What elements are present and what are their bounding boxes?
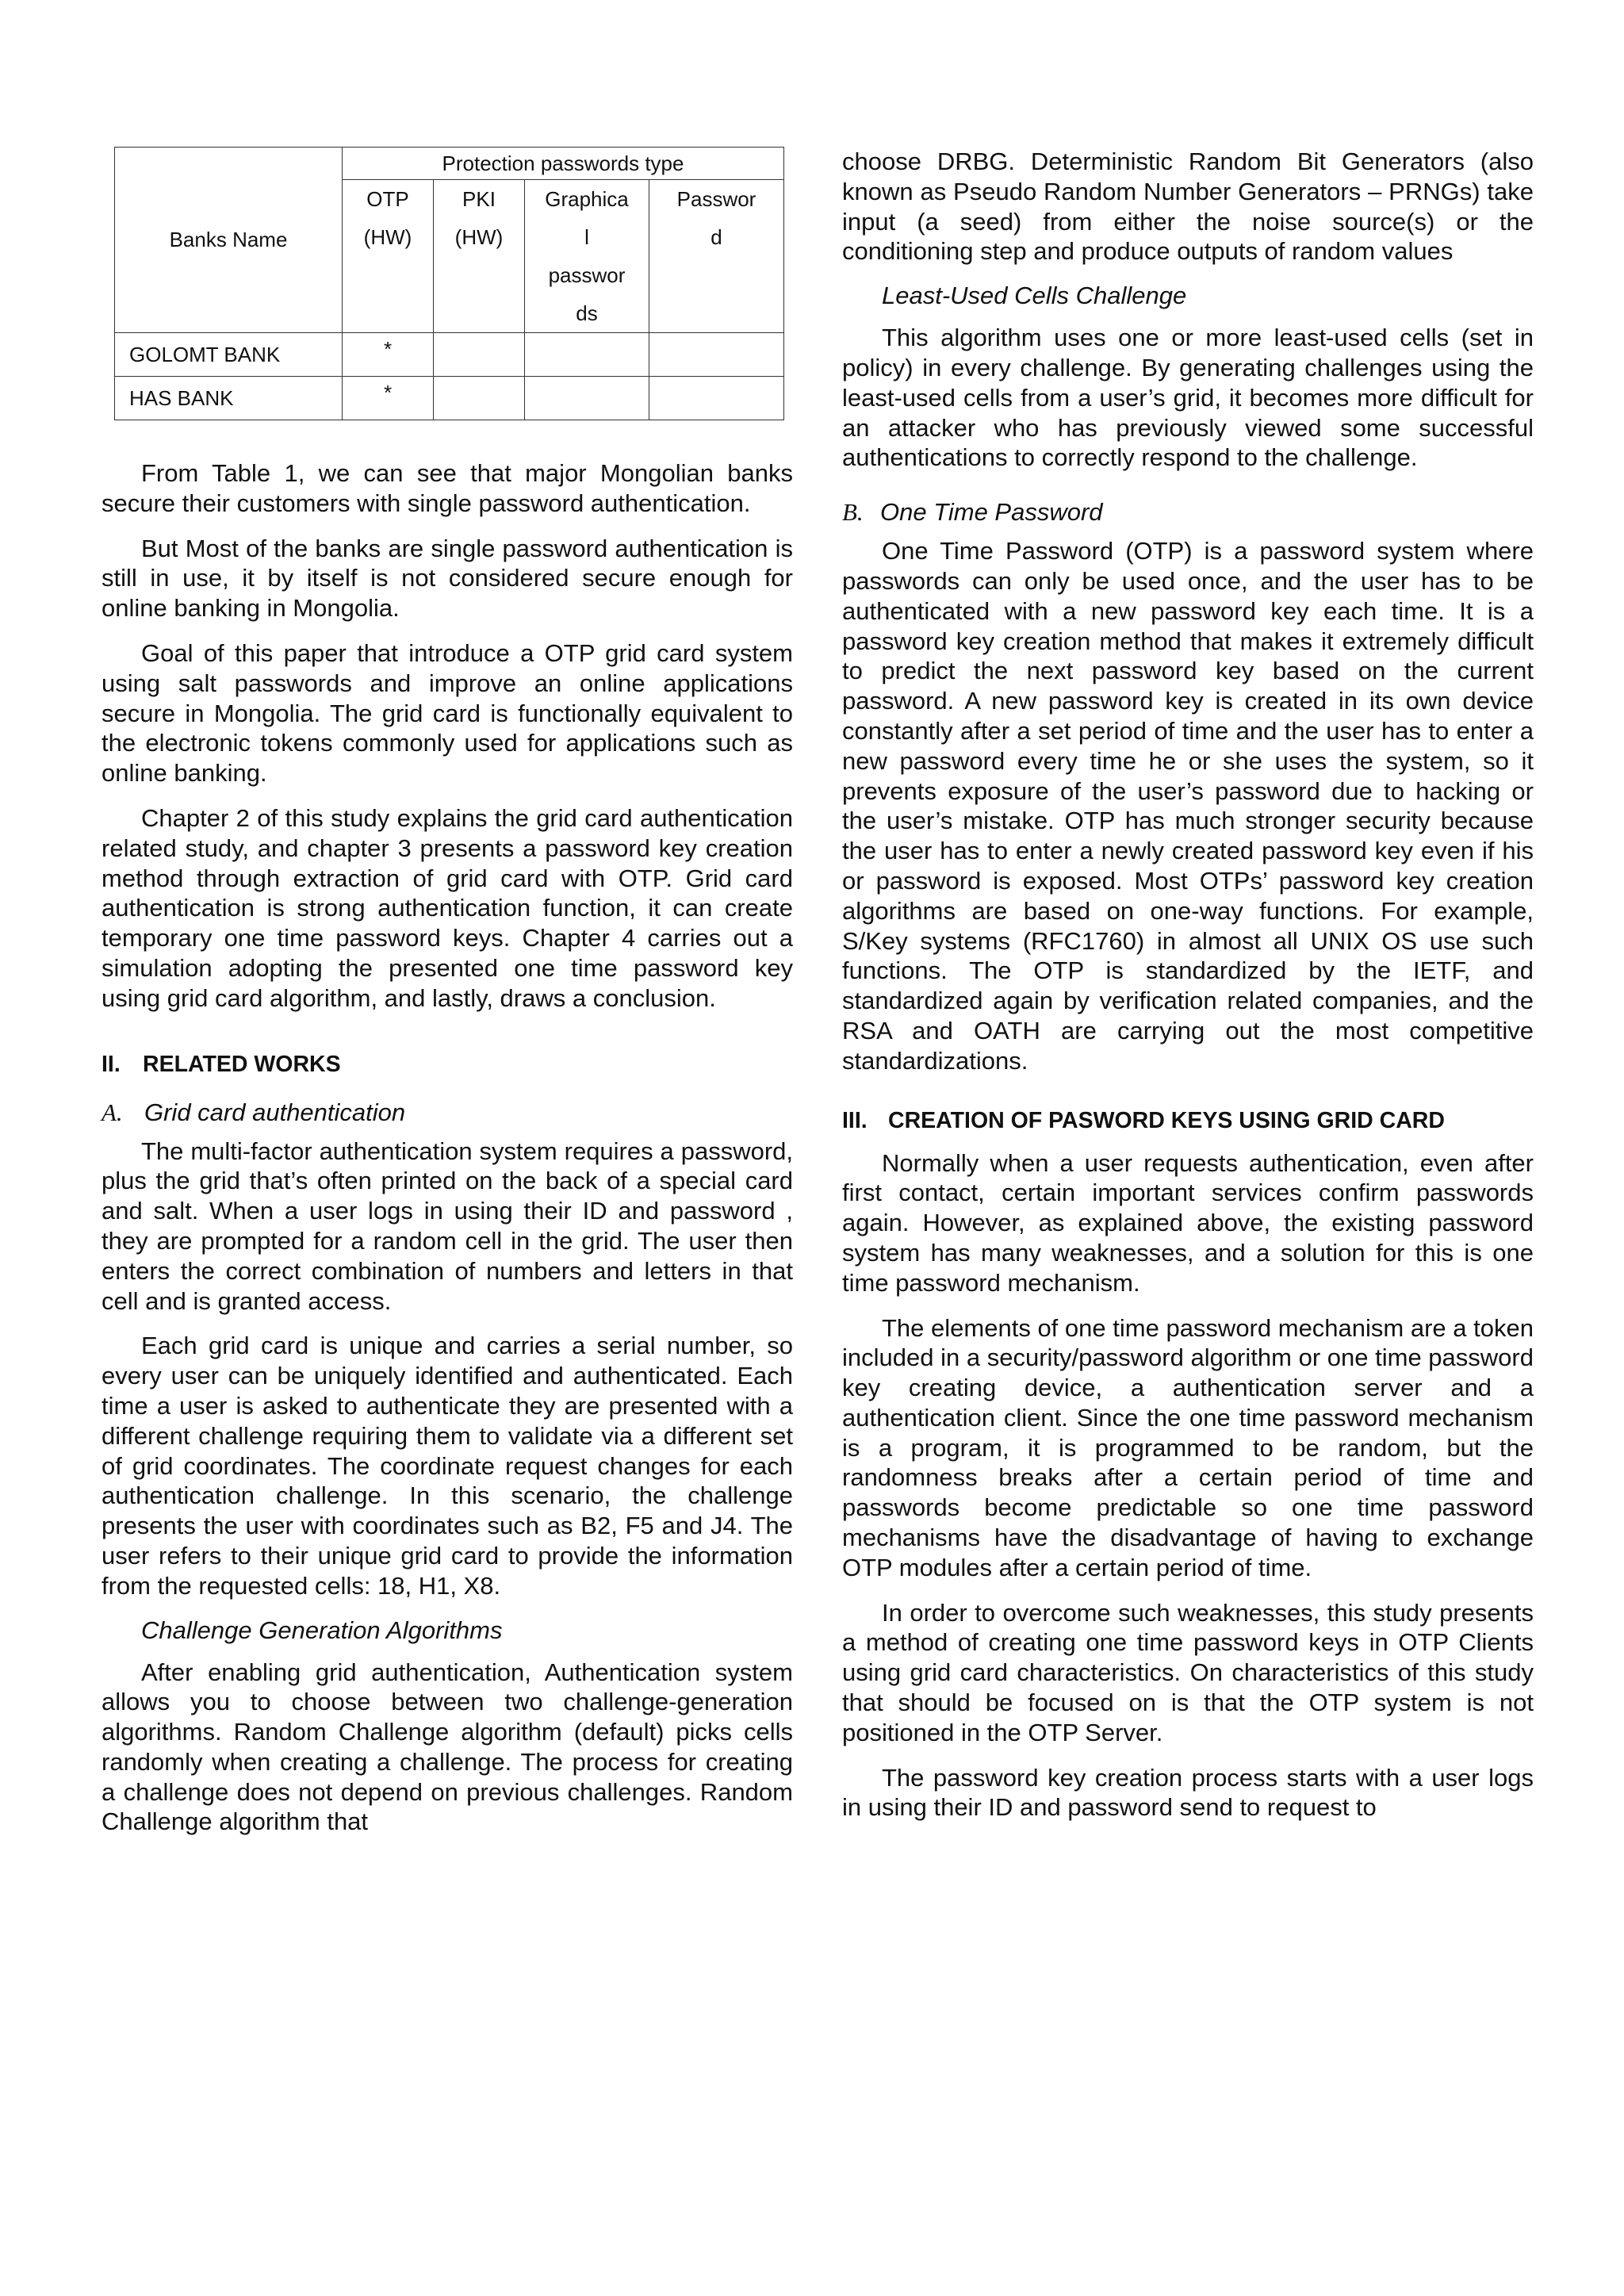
section-heading-related-works: II. RELATED WORKS — [102, 1051, 341, 1077]
table-cell: * — [343, 377, 434, 420]
col-header-password: Passwor d — [649, 180, 784, 333]
paragraph: This algorithm uses one or more least-used cells (set in policy) in every challenge. By generating challenges using the least-used cells from a user’s grid, it becomes more difficult for an attacker who has previously viewed some successful authentications to correctly respond to the challenge. — [842, 324, 1534, 472]
subheading-least-used-cells: Least-Used Cells Challenge — [882, 282, 1187, 310]
paragraph: After enabling grid authentication, Authentication system allows you to choose between two challenge-generation algorithms. Random Challenge algorithm (default) picks cells randomly when creating a challenge. The process for creating a challenge does not depend on previous challenges. Random Challenge algorithm that — [102, 1658, 793, 1836]
paragraph: The multi-factor authentication system requires a password, plus the grid that’s often printed on the back of a special card and salt. When a user logs in using their ID and password , they are prompted for a random cell in the grid. The user then enters the correct combination of numbers and letters in that cell and is granted access. — [102, 1137, 793, 1315]
table-cell — [525, 377, 649, 420]
paragraph: One Time Password (OTP) is a password system where passwords can only be used once, and the user has to be authenticated with a new password key each time. It is a password key creation method that makes it extremely difficult to predict the next password key based on the current password. A new password key is created in its own device constantly after a set period of time and the user has to enter a new password every time he or she uses the system, so it prevents exposure of the user’s password due to hacking or the user’s mistake. OTP has much stronger security because the user has to enter a newly created password key even if his or password is exposed. Most OTPs’ password key creation algorithms are based on one-way functions. For example, S/Key systems (RFC1760) in almost all UNIX OS use such functions. The OTP is standardized by the IETF, and standardized again by verification related companies, and the RSA and OATH are carrying out the most competitive standardizations. — [842, 537, 1534, 1075]
table-cell — [434, 333, 525, 377]
table-cell — [649, 333, 784, 377]
paragraph: The elements of one time password mechanism are a token included in a security/password algorithm or one time password key creating device, a authentication server and a authentication client. Since the one time password mechanism is a program, it is programmed to be random, but the randomness breaks after a certain period of time and passwords become predictable so one time password mechanisms have the disadvantage of having to exchange OTP modules after a certain period of time. — [842, 1313, 1534, 1581]
banks-name-header: Banks Name — [115, 148, 343, 333]
paragraph: Goal of this paper that introduce a OTP grid card system using salt passwords and improve an online applications secure in Mongolia. The grid card is functionally equivalent to the electronic tokens commonly used for applications such as online banking. — [102, 638, 793, 788]
table-cell: * — [343, 333, 434, 377]
right-column — [842, 147, 1534, 1838]
subsection-heading-grid-card: A. Grid card authentication — [102, 1098, 406, 1126]
paragraph: From Table 1, we can see that major Mongolian banks secure their customers with single password authentication. — [102, 459, 793, 517]
table-row — [115, 333, 784, 377]
protection-type-header: Protection passwords type — [343, 148, 784, 180]
paragraph: The password key creation process starts with a user logs in using their ID and password send to request to — [842, 1763, 1534, 1822]
paragraph: Normally when a user requests authentication, even after first contact, certain important services confirm passwords again. However, as explained above, the existing password system has many weaknesses, and a solution for this is one time password mechanism. — [842, 1148, 1534, 1297]
table-row — [115, 377, 784, 420]
bank-name-cell: HAS BANK — [115, 377, 343, 420]
paragraph: choose DRBG. Deterministic Random Bit Generators (also known as Pseudo Random Number Generators – PRNGs) take input (a seed) from either the noise source(s) or the conditioning step and produce outputs of random values — [842, 148, 1534, 266]
col-header-otp: OTP (HW) — [343, 180, 434, 333]
col-header-graphical: Graphica l passwor ds — [525, 180, 649, 333]
paragraph: Chapter 2 of this study explains the grid card authentication related study, and chapter 3 presents a password key creation method through extraction of grid card with OTP. Grid card authentication is strong authentication function, it can create temporary one time password keys. Chapter 4 carries out a simulation adopting the presented one time password key using grid card algorithm, and lastly, draws a conclusion. — [102, 803, 793, 1012]
subsection-heading-otp: B. One Time Password — [842, 498, 1103, 527]
section-heading-creation: III. CREATION OF PASWORD KEYS USING GRID CARD — [842, 1107, 1445, 1133]
bank-name-cell: GOLOMT BANK — [115, 333, 343, 377]
subheading-challenge-generation: Challenge Generation Algorithms — [141, 1616, 503, 1644]
table-cell — [649, 377, 784, 420]
protection-type-table — [114, 147, 784, 420]
table-cell — [434, 377, 525, 420]
paragraph: But Most of the banks are single password authentication is still in use, it by itself is not considered secure enough for online banking in Mongolia. — [102, 534, 793, 623]
paragraph: In order to overcome such weaknesses, this study presents a method of creating one time password keys in OTP Clients using grid card characteristics. On characteristics of this study that should be focused on is that the OTP system is not positioned in the OTP Server. — [842, 1598, 1534, 1746]
left-column — [102, 147, 793, 1852]
table-cell — [525, 333, 649, 377]
col-header-pki: PKI (HW) — [434, 180, 525, 333]
paragraph: Each grid card is unique and carries a serial number, so every user can be uniquely identified and authenticated. Each time a user is asked to authenticate they are presented with a different challenge requiring them to validate via a different set of grid coordinates. The coordinate request changes for each authentication challenge. In this scenario, the challenge presents the user with coordinates such as B2, F5 and J4. The user refers to their unique grid card to provide the information from the requested cells: 18, H1, X8. — [102, 1332, 793, 1600]
